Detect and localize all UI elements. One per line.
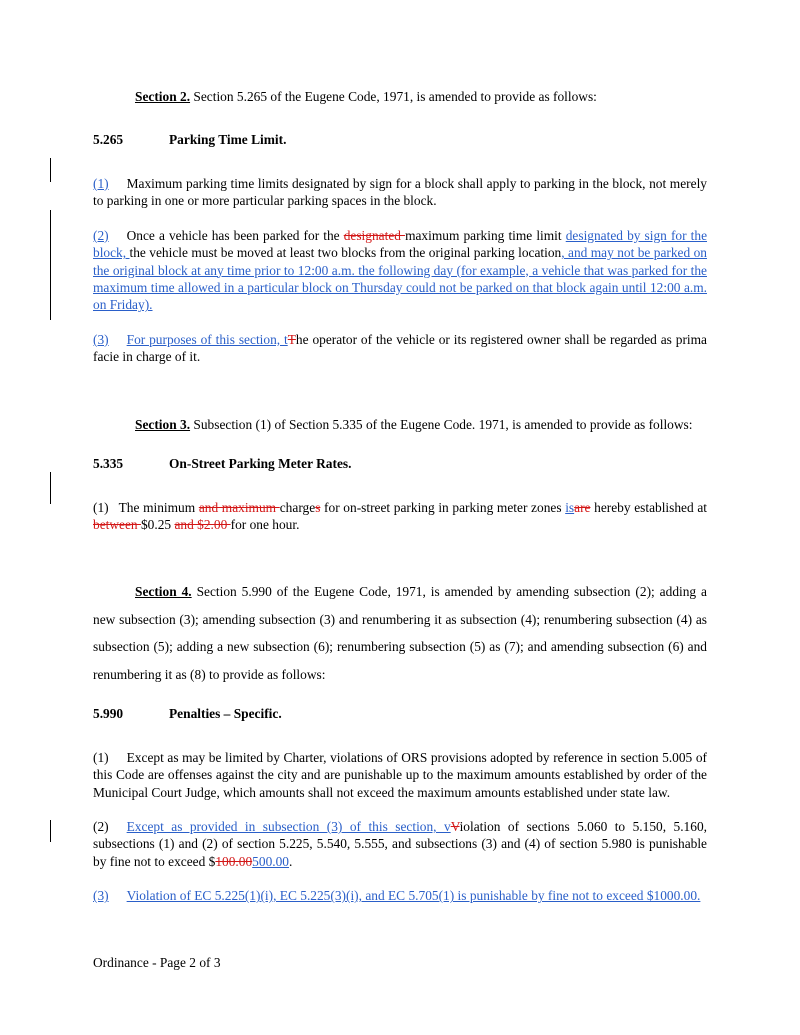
- para-5265-3-ins1: For purposes of this section, t: [126, 331, 288, 347]
- para-5990-1-text: Except as may be limited by Charter, violations of ORS provisions adopted by reference in section 5.005 of this Code are offenses against the city and are punishable up to the maximum amounts established by order of the Municipal Court Judge, which amounts shall not exceed the maximum amounts established under state law.: [93, 749, 707, 800]
- para-5335-1-strike2: s: [315, 499, 321, 515]
- para-5265-2-ins1: designated by sign for the block,: [93, 227, 708, 261]
- change-bar-3: [50, 472, 51, 504]
- para-5265-1-marker: (1): [93, 175, 109, 191]
- section-3-text: Subsection (1) of Section 5.335 of the Eugene Code. 1971, is amended to provide as follows:: [190, 416, 693, 432]
- section-4-label: Section 4.: [135, 584, 192, 600]
- heading-5335-title: On-Street Parking Meter Rates.: [169, 456, 352, 472]
- para-5990-2-run2: .: [289, 853, 293, 869]
- para-5265-2-run3: the vehicle must be moved at least two blocks from the original parking location: [129, 245, 562, 261]
- heading-5265: [93, 131, 707, 148]
- para-5990-2: [93, 818, 707, 870]
- para-5265-2-run2: maximum parking time limit: [405, 227, 566, 243]
- para-5990-3-ins1: Violation of EC 5.225(1)(i), EC 5.225(3)(i), and EC 5.705(1) is punishable by fine not to exceed $1000.00.: [126, 888, 701, 904]
- para-5265-2-marker: (2): [93, 227, 109, 243]
- document-body: [93, 88, 707, 905]
- heading-5990-title: Penalties – Specific.: [169, 706, 282, 722]
- section-2-label: Section 2.: [135, 89, 191, 104]
- para-5265-3-marker: (3): [93, 331, 109, 347]
- para-5335-1-run3: for on-street parking in parking meter zones: [320, 499, 566, 515]
- heading-5990: [93, 705, 707, 722]
- para-5335-1-strike4: between: [93, 516, 141, 532]
- para-5990-2-strike2: 100.00: [215, 853, 253, 869]
- para-5335-1-run2: charge: [279, 499, 316, 515]
- para-5265-3: [93, 331, 707, 366]
- para-5990-3: [93, 887, 707, 904]
- para-5990-2-marker: (2): [93, 818, 109, 834]
- para-5335-1: [93, 499, 707, 534]
- para-5265-3-run1: he operator of the vehicle or its registered owner shall be regarded as prima facie in charge of it.: [93, 331, 707, 365]
- page-footer: Ordinance - Page 2 of 3: [93, 955, 221, 970]
- heading-5265-title: Parking Time Limit.: [169, 132, 287, 148]
- heading-5335-number: 5.335: [93, 456, 124, 472]
- para-5990-2-ins1: Except as provided in subsection (3) of this section, v: [126, 818, 451, 834]
- section-3-label: Section 3.: [135, 416, 191, 432]
- para-5990-1-marker: (1): [93, 749, 109, 765]
- change-bar-4: [50, 820, 51, 842]
- section-2-intro: [93, 88, 707, 105]
- para-5990-2-strike1: V: [450, 818, 460, 834]
- para-5335-1-run5: $0.25: [140, 516, 175, 532]
- para-5335-1-marker: (1): [93, 499, 109, 515]
- para-5335-1-strike3: are: [574, 499, 591, 515]
- heading-5990-number: 5.990: [93, 706, 124, 722]
- para-5265-2-ins2: , and may not be parked on the original block at any time prior to 12:00 a.m. the following day (for example, a vehicle that was parked for the maximum time allowed in a particular block on Thursday could not be parked on that block again until 12:00 a.m. on Friday).: [93, 245, 707, 313]
- para-5335-1-run4: hereby established at: [590, 499, 708, 515]
- para-5990-1: [93, 749, 707, 801]
- section-2-text: Section 5.265 of the Eugene Code, 1971, is amended to provide as follows:: [190, 89, 597, 104]
- para-5265-2-strike1: designated: [343, 227, 406, 243]
- section-3-intro: [93, 411, 707, 438]
- para-5335-1-ins1: is: [565, 499, 575, 515]
- para-5265-2-run1: Once a vehicle has been parked for the: [126, 227, 344, 243]
- para-5265-3-strike1: T: [287, 331, 296, 347]
- change-bar-1: [50, 158, 51, 182]
- para-5335-1-run1: The minimum: [118, 499, 199, 515]
- para-5335-1-run6: for one hour.: [230, 516, 300, 532]
- heading-5335: [93, 455, 707, 472]
- para-5990-2-ins2: 500.00: [252, 853, 289, 869]
- para-5335-1-strike1: and maximum: [198, 499, 280, 515]
- para-5990-2-run1: iolation of sections 5.060 to 5.150, 5.160, subsections (1) and (2) of section 5.225, 5.540, 5.555, and subsections (3) and (4) of section 5.980 is punishable by fine not to exceed $: [93, 818, 707, 869]
- change-bar-2: [50, 210, 51, 320]
- para-5265-1: [93, 175, 707, 210]
- para-5990-3-marker: (3): [93, 888, 109, 904]
- section-4-text: Section 5.990 of the Eugene Code, 1971, is amended by amending subsection (2); adding a new subsection (3); amending subsection (3) and renumbering it as subsection (4); renumbering subsection (4) as subsection (5); adding a new subsection (6); renumbering subsection (5) as (7); and amending subsection (6) and renumbering it as (8) to provide as follows:: [93, 584, 707, 682]
- heading-5265-number: 5.265: [93, 132, 124, 148]
- para-5265-2: [93, 227, 707, 314]
- section-4-intro: [93, 578, 707, 688]
- para-5335-1-strike5: and $2.00: [174, 516, 231, 532]
- para-5265-1-text: Maximum parking time limits designated by sign for a block shall apply to parking in the block, not merely to parking in one or more particular parking spaces in the block.: [93, 175, 707, 209]
